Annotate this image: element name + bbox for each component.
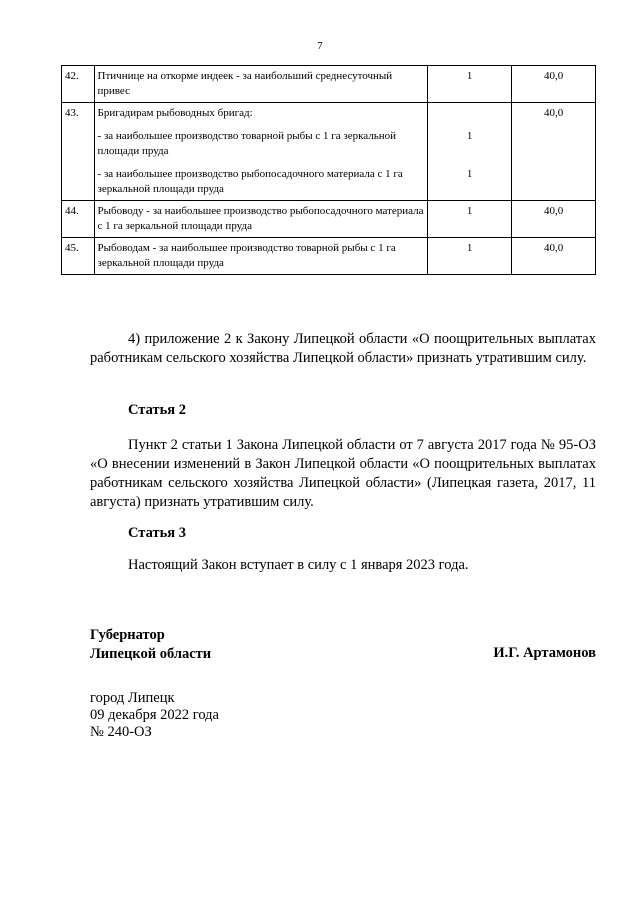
table-row <box>62 238 596 275</box>
row-number: 45. <box>62 238 95 275</box>
article-2-text: Пункт 2 статьи 1 Закона Липецкой области от 7 августа 2017 года № 95-ОЗ «О внесении изменений в Закон Липецкой области «О поощрительных выплатах работникам сельского хозяйства Липецкой области» (Липецкая газета, 2017, 11 августа) признать утратившим силу. <box>90 437 596 510</box>
document-footer <box>90 690 219 741</box>
award-table <box>61 65 596 275</box>
sub-item-quantity: 1 <box>466 168 473 180</box>
row-number: 42. <box>62 66 95 103</box>
article-2-heading: Статья 2 <box>128 402 186 418</box>
signatory-title <box>90 626 211 664</box>
row-quantity: 1 <box>428 66 512 103</box>
sub-item-description: - за наибольшее производство товарной рыбы с 1 га зеркальной площади пруда <box>97 130 397 157</box>
footer-city: город Липецк <box>90 690 175 706</box>
table-row <box>62 103 596 201</box>
footer-date: 09 декабря 2022 года <box>90 707 219 723</box>
row-number: 43. <box>62 103 95 201</box>
signatory-name: И.Г. Артамонов <box>493 645 596 661</box>
signatory-title-line-1: Губернатор <box>90 627 165 643</box>
row-amount: 40,0 <box>512 66 596 103</box>
row-number: 44. <box>62 201 95 238</box>
row-description <box>94 103 428 201</box>
row-amount: 40,0 <box>512 238 596 275</box>
row-description: Рыбоводу - за наибольшее производство рыбопосадочного материала с 1 га зеркальной площади пруда <box>94 201 428 238</box>
article-2-paragraph <box>90 436 596 512</box>
row-quantity: 1 <box>428 201 512 238</box>
footer-law-number: № 240-ОЗ <box>90 724 152 740</box>
item-4-paragraph <box>90 330 596 368</box>
signatory-title-line-2: Липецкой области <box>90 646 212 662</box>
sub-item-description: - за наибольшее производство рыбопосадочного материала с 1 га зеркальной площади пруда <box>97 168 403 195</box>
row-amount: 40,0 <box>512 103 596 201</box>
row-quantity <box>428 103 512 201</box>
row-description: Рыбоводам - за наибольшее производство товарной рыбы с 1 га зеркальной площади пруда <box>94 238 428 275</box>
sub-item-quantity: 1 <box>466 130 473 142</box>
table-row <box>62 66 596 103</box>
table-row <box>62 201 596 238</box>
row-heading: Бригадирам рыбоводных бригад: <box>97 107 253 119</box>
article-3-text: Настоящий Закон вступает в силу с 1 января 2023 года. <box>128 557 469 573</box>
row-quantity: 1 <box>428 238 512 275</box>
row-amount: 40,0 <box>512 201 596 238</box>
article-3-heading: Статья 3 <box>128 525 186 541</box>
article-3-paragraph <box>90 556 596 575</box>
item-4-text: 4) приложение 2 к Закону Липецкой области «О поощрительных выплатах работникам сельского хозяйства Липецкой области» признать утратившим силу. <box>90 331 596 366</box>
page-number: 7 <box>317 40 323 52</box>
row-description: Птичнице на откорме индеек - за наибольший среднесуточный привес <box>94 66 428 103</box>
